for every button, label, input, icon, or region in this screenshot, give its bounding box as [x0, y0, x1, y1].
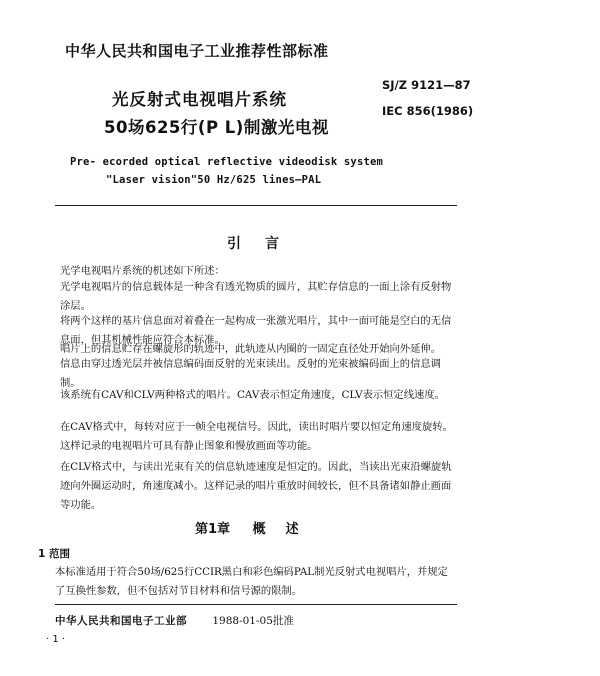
chapter-heading — [195, 518, 319, 537]
intro-paragraph: 光学电视唱片的信息载体是一种含有透光物质的圆片，其贮存信息的一面上涂有反射物涂层。 — [60, 281, 452, 312]
chapter-title: 概述 — [252, 522, 319, 537]
title-cn-line1: 光反射式电视唱片系统 — [112, 90, 287, 109]
header-divider — [55, 205, 457, 206]
title-en-line1: Pre- ecorded optical reflective videodisk system — [70, 156, 384, 168]
footer-organization: 中华人民共和国电子工业部 — [55, 615, 187, 627]
footer — [55, 613, 294, 628]
standard-number: SJ/Z 9121—87 — [382, 78, 471, 92]
intro-paragraph: 唱片上的信息贮存在螺旋形的轨迹中，此轨迹从内圈的一固定直径处开始向外延伸。 — [60, 343, 441, 355]
approval-date: 1988-01-05批准 — [212, 615, 294, 627]
chapter-number: 第1章 — [195, 522, 231, 537]
page-number: · 1 · — [46, 634, 66, 645]
section-scope-heading: 1 范围 — [38, 548, 70, 560]
intro-paragraph: 将两个这样的基片信息面对着叠在一起构成一张激光唱片，其中一面可能是空白的无信息面，但其机械性能应符合本标准。 — [60, 315, 452, 346]
intro-paragraph: 在CAV格式中，每转对应于一帧全电视信号。因此，读出时唱片要以恒定角速度旋转。这样记录的电视唱片可具有静止图象和慢放画面等功能。 — [60, 421, 453, 452]
title-cn-line2: 50场625行(P L)制激光电视 — [104, 118, 329, 137]
intro-paragraph: 信息由穿过透光层并被信息编码面反射的光束读出。反射的光束被编码面上的信息调制。 — [60, 358, 441, 389]
intro-paragraph: 光学电视唱片系统的机述如下所述： — [60, 265, 225, 277]
scope-paragraph: 本标准适用于符合50场/625行CCIR黑白和彩色编码PAL制光反射式电视唱片，并规定了互换性参数，但不包括对节目材料和信号源的限制。 — [55, 566, 448, 597]
title-en-line2: "Laser vision"50 Hz/625 lines—PAL — [106, 174, 322, 186]
intro-paragraph: 在CLV格式中，与读出光束有关的信息轨迹速度是恒定的。因此，当读出光束沿螺旋轨迹向外圈运动时，角速度减小。这样记录的唱片重放时间较长，但不具备诸如静止画面等功能。 — [60, 461, 452, 511]
intro-heading: 引言 — [227, 236, 303, 252]
intro-paragraph: 该系统有CAV和CLV两种格式的唱片。CAV表示恒定角速度，CLV表示恒定线速度。 — [60, 389, 445, 401]
standard-header: 中华人民共和国电子工业推荐性部标准 — [65, 42, 329, 60]
iec-number: IEC 856(1986) — [382, 104, 474, 118]
footer-divider — [55, 604, 457, 605]
